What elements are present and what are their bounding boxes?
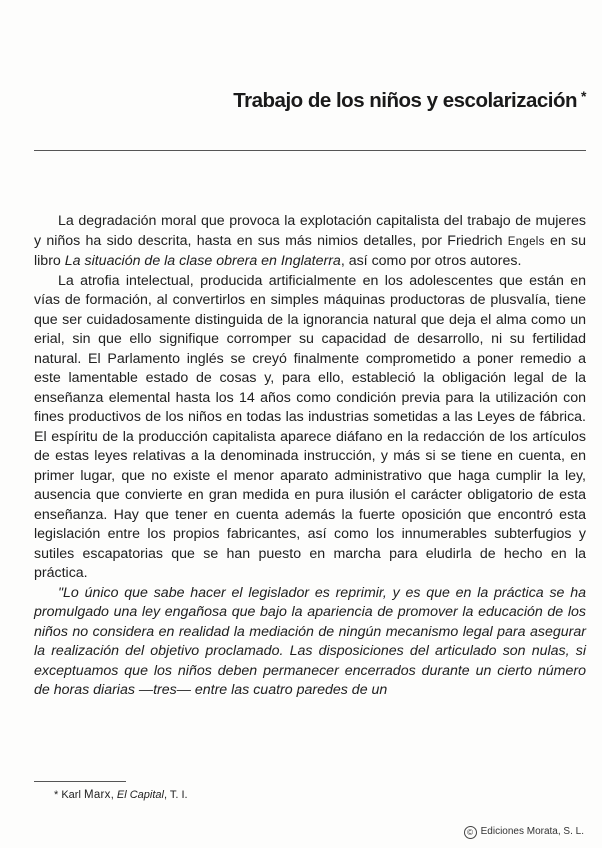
paragraph-text: La atrofia intelectual, producida artificialmente en los adolescentes que están en vías de formación, al convertirlos en simples máquinas productoras de plusvalía, tiene que ser cuidadosamente distinguida de la ignorancia natural que deja el alma como un erial, sin que ello signifique corromper su capacidad de desarrollo, ni su fertilidad natural. El Parlamento inglés se creyó finalmente comprometido a poner remedio a este lamentable estado de cosas y, para ello, estableció la obligación legal de la enseñanza elemental hasta los 14 años como condición previa para la utilización con fines productivos de los niños en todas las industrias sometidas a las Leyes de fábrica. El espíritu de la producción capitalista aparece diáfano en la redacción de los artículos de estas leyes relativas a la denominada instrucción, y más si se tiene en cuenta, en primer lugar, que no existe el menor aparato administrativo que haga cumplir la ley, ausencia que convierte en gran medida en pura ilusión el carácter obligatorio de esta enseñanza. Hay que tener en cuenta además la fuerte oposición que encontró esta legislación entre los propios fabricantes, así como los innumerables subterfugios y sutiles escapatorias que se han puesto en marcha para eludirla de hecho en la práctica. — [34, 272, 586, 581]
copyright-icon: © — [464, 826, 477, 839]
footnote-author-first: Karl — [61, 789, 81, 801]
footnote-marker-bottom: * — [54, 789, 59, 801]
body-text — [34, 212, 586, 701]
paragraph — [34, 584, 586, 701]
paragraph — [34, 212, 586, 272]
footnote — [54, 789, 188, 801]
publisher-name: Ediciones Morata, S. L. — [480, 826, 584, 837]
title-rule — [34, 150, 586, 151]
footnote-sep: , — [110, 789, 114, 801]
paragraph-text: Engels — [507, 235, 545, 248]
paragraph-text: , así como por otros autores. — [340, 253, 522, 269]
footnote-rule — [34, 781, 126, 782]
paragraph — [34, 272, 586, 584]
paragraph-text: en su libro — [34, 232, 586, 269]
publisher-credit — [464, 826, 584, 839]
footnote-marker: * — [581, 88, 586, 104]
footnote-author-last: Marx — [83, 789, 111, 801]
paragraph-text: "Lo único que sabe hacer el legislador es reprimir, y es que en la práctica se ha promulgado una ley engañosa que bajo la apariencia de promover la educación de los niños no considera en realidad la mediación de ningún mecanismo legal para asegurar la realización del objetivo proclamado. Las disposiciones del articulado son nulas, si exceptuamos que los niños deben permanecer encerrados durante un cierto número de horas diarias —tres— entre las cuatro paredes de un — [34, 584, 586, 698]
footnote-work: El Capital — [116, 789, 164, 801]
chapter-title — [233, 88, 586, 113]
paragraph-text: La situación de la clase obrera en Inglaterra — [64, 253, 341, 269]
chapter-title-text: Trabajo de los niños y escolarización — [233, 89, 578, 112]
paragraph-text: La degradación moral que provoca la explotación capitalista del trabajo de mujeres y niños ha sido descrita, hasta en sus más nimios detalles, por Friedrich — [34, 213, 586, 249]
footnote-volume: , T. I. — [163, 789, 188, 801]
